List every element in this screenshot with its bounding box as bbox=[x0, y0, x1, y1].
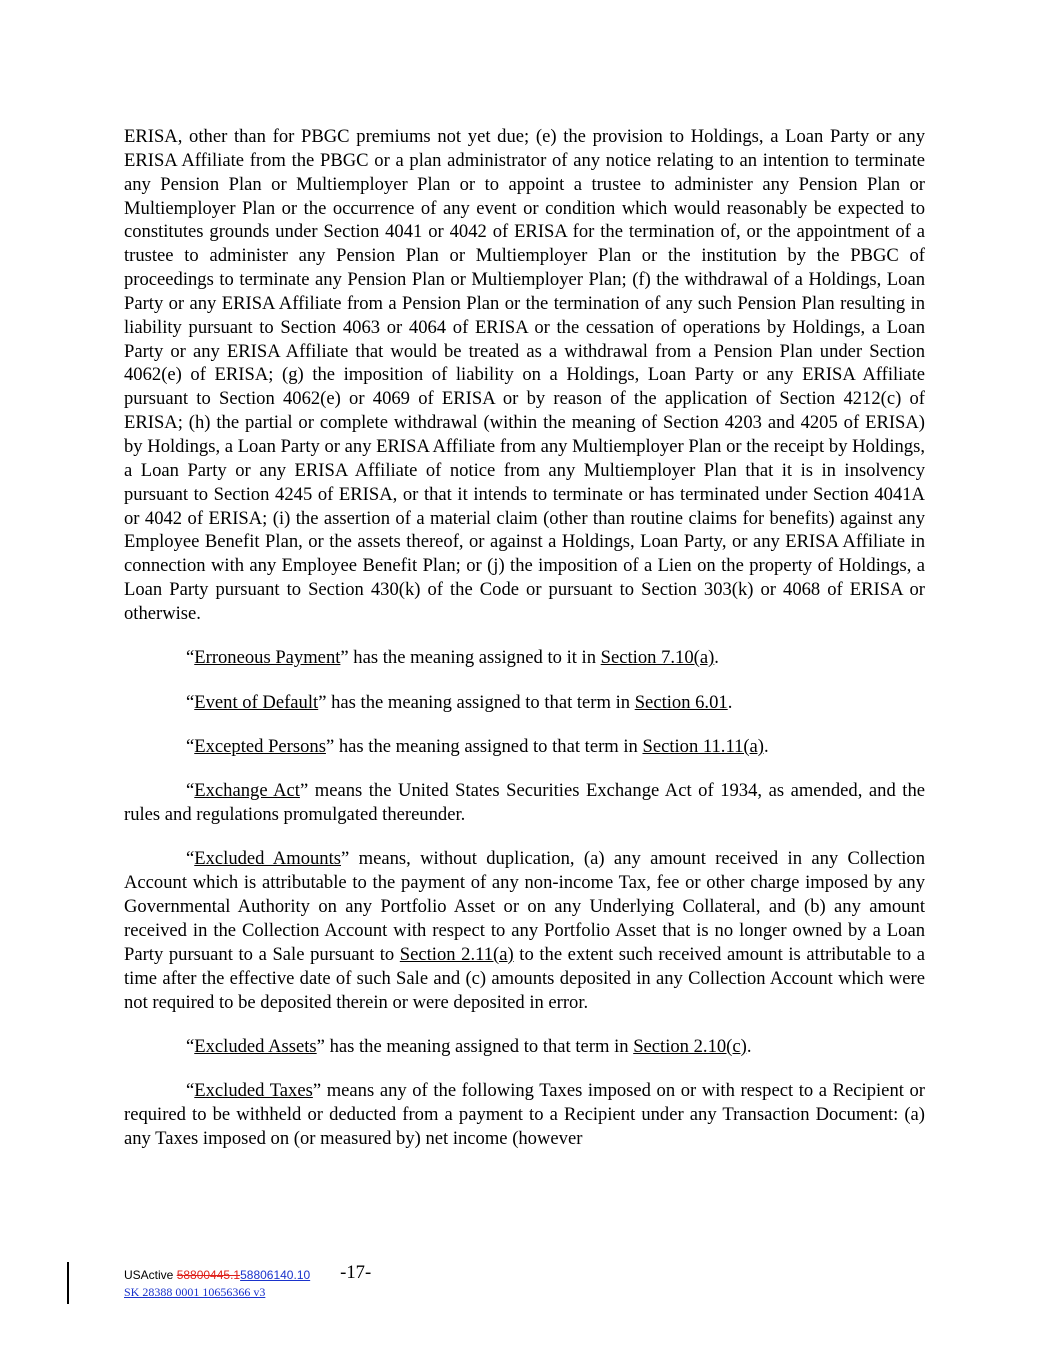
deleted-doc-id: 58800445.1 bbox=[176, 1268, 241, 1282]
defined-term: Exchange Act bbox=[194, 780, 300, 802]
defined-term: Erroneous Payment bbox=[194, 647, 341, 669]
intro-paragraph: ERISA, other than for PBGC premiums not yet due; (e) the provision to Holdings, a Loan Party or any ERISA Affiliate from the PBGC or a plan administrator of any notice relating to an intention to terminate any Pension Plan or Multiemployer Plan or to appoint a trustee to administer any Pension Plan or Multiemployer Plan or the occurrence of any event or condition which would reasonably be expected to constitutes grounds under Section 4041 or 4042 of ERISA for the termination of, or the appointment of a trustee to administer any Pension Plan or Multiemployer Plan or the institution by the PBGC of proceedings to terminate any Pension Plan or Multiemployer Plan; (f) the withdrawal of a Holdings, Loan Party or any ERISA Affiliate from a Pension Plan or the termination of any such Pension Plan resulting in liability pursuant to Section 4063 or 4064 of ERISA or the cessation of operations by Holdings, a Loan Party or any ERISA Affiliate that would be treated as a withdrawal from a Pension Plan under Section 4062(e) of ERISA; (g) the imposition of liability on a Holdings, Loan Party or any ERISA Affiliate pursuant to Section 4062(e) or 4069 of ERISA or by reason of the application of Section 4212(c) of ERISA; (h) the partial or complete withdrawal (within the meaning of Section 4203 and 4205 of ERISA) by Holdings, a Loan Party or any ERISA Affiliate from any Multiemployer Plan or the receipt by Holdings, a Loan Party or any ERISA Affiliate of notice from any Multiemployer Plan that it is in insolvency pursuant to Section 4245 of ERISA, or that it intends to terminate or has terminated under Section 4041A or 4042 of ERISA; (i) the assertion of a material claim (other than routine claims for benefits) against any Employee Benefit Plan, or the assets thereof, or against a Holdings, Loan Party, or any ERISA Affiliate in connection with any Employee Benefit Plan; or (j) the imposition of a Lien on the property of Holdings, a Loan Party pursuant to Section 430(k) of the Code or pursuant to Section 303(k) or 4068 of ERISA or otherwise. bbox=[124, 126, 925, 624]
page-number: -17- bbox=[340, 1262, 372, 1283]
document-id-line bbox=[124, 1262, 372, 1283]
document-page bbox=[124, 125, 925, 1151]
definition-excluded-taxes: “Excluded Taxes” means any of the following Taxes imposed on or with respect to a Recipient or required to be withheld or deducted from a payment to a Recipient under any Transaction Document: (a) any Taxes imposed on (or measured by) net income (however bbox=[124, 1080, 925, 1149]
definition-excluded-assets: “Excluded Assets” has the meaning assigned to that term in Section 2.10(c). bbox=[186, 1035, 752, 1057]
definition-exchange-act: “Exchange Act” means the United States Securities Exchange Act of 1934, as amended, and the rules and regulations promulgated thereunder. bbox=[124, 780, 925, 826]
footer-label: USActive bbox=[124, 1268, 177, 1282]
defined-term: Event of Default bbox=[194, 691, 319, 713]
defined-term: Excluded Assets bbox=[194, 1035, 317, 1057]
section-reference[interactable]: Section 2.11(a) bbox=[399, 943, 514, 965]
inserted-doc-id: 58806140.10 bbox=[240, 1268, 311, 1282]
doc-reference: SK 28388 0001 10656366 v3 bbox=[124, 1285, 266, 1299]
section-reference[interactable]: Section 7.10(a) bbox=[600, 647, 715, 669]
definition-excepted-persons: “Excepted Persons” has the meaning assigned to that term in Section 11.11(a). bbox=[186, 735, 769, 757]
defined-term: Excluded Taxes bbox=[194, 1080, 313, 1102]
definition-event-of-default: “Event of Default” has the meaning assigned to that term in Section 6.01. bbox=[186, 691, 733, 713]
definition-excluded-amounts: “Excluded Amounts” means, without duplication, (a) any amount received in any Collection Account which is attributable to the payment of any non-income Tax, fee or other charge imposed by any Governmental Authority on any Portfolio Asset or on any Underlying Collateral, and (b) any amount received in the Collection Account with respect to any Portfolio Asset that is no longer owned by a Loan Party pursuant to a Sale pursuant to Section 2.11(a) to the extent such received amount is attributable to a time after the effective date of such Sale and (c) amounts deposited in any Collection Account which were not required to be deposited therein or were deposited in error. bbox=[124, 848, 926, 1013]
section-reference[interactable]: Section 2.10(c) bbox=[633, 1035, 747, 1057]
section-reference[interactable]: Section 6.01 bbox=[634, 691, 728, 713]
change-bar bbox=[67, 1262, 69, 1304]
defined-term: Excluded Amounts bbox=[194, 848, 341, 870]
section-reference[interactable]: Section 11.11(a) bbox=[642, 735, 764, 757]
defined-term: Excepted Persons bbox=[194, 735, 326, 757]
definition-erroneous-payment: “Erroneous Payment” has the meaning assigned to it in Section 7.10(a). bbox=[186, 647, 719, 669]
page-footer bbox=[124, 1262, 372, 1300]
